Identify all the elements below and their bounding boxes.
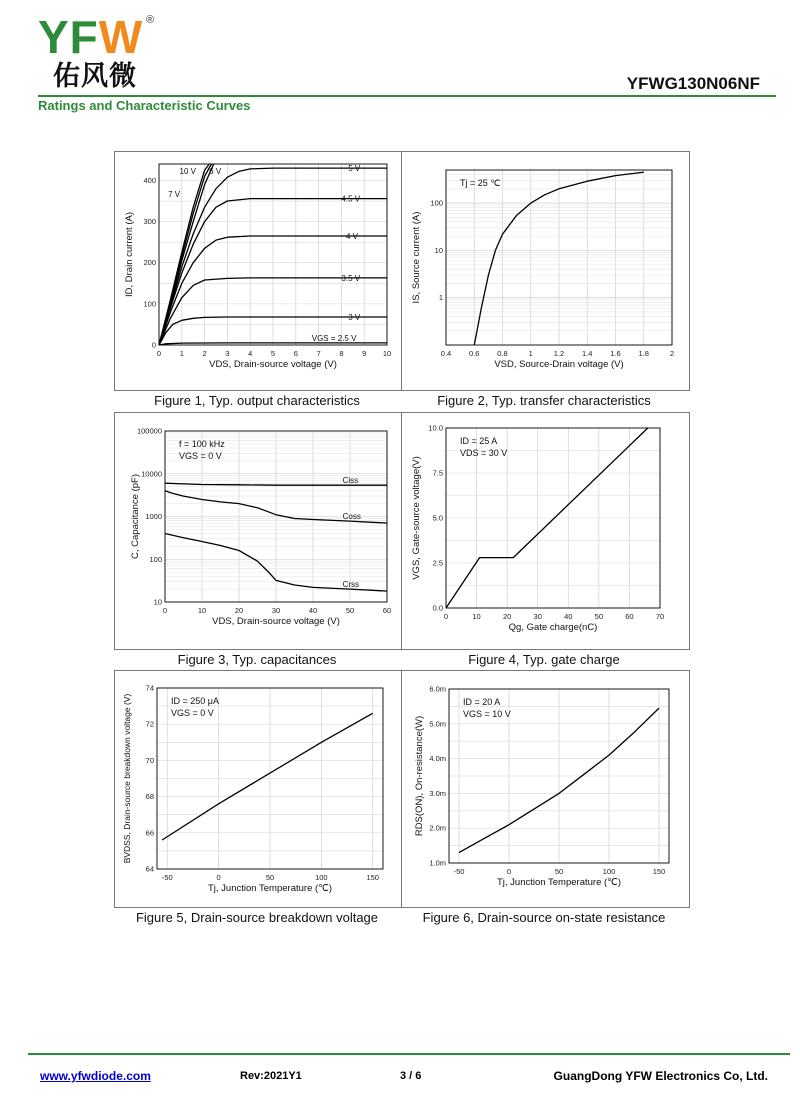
figure-6-chart	[402, 671, 689, 907]
logo-wordmark-accent: W	[98, 11, 144, 63]
figure-2-chart	[402, 152, 689, 390]
y-tick-label: 6.0m	[429, 684, 446, 694]
x-axis-label: VDS, Drain-source voltage (V)	[212, 616, 340, 627]
figure-1-caption: Figure 1, Typ. output characteristics	[154, 393, 360, 408]
section-title: Ratings and Characteristic Curves	[38, 98, 251, 113]
part-number: YFWG130N06NF	[626, 74, 760, 93]
registered-mark: ®	[146, 14, 155, 26]
y-tick-label: 100	[149, 554, 162, 564]
x-tick-label: 0	[506, 867, 512, 876]
y-tick-label: 74	[145, 683, 154, 693]
x-tick-label: 150	[652, 867, 666, 876]
x-tick-label: 100	[602, 867, 616, 876]
x-axis-label: Tj, Junction Temperature (℃)	[496, 877, 622, 888]
x-tick-label: 1	[528, 349, 533, 358]
y-tick-label: 5.0m	[429, 719, 446, 729]
curve-label: VGS = 2.5 V	[311, 334, 357, 344]
curve-label: 4 V	[345, 231, 358, 241]
y-tick-label: 4.0m	[429, 754, 446, 764]
y-tick-label: 68	[145, 792, 154, 802]
y-axis-label: ID, Drain current (A)	[124, 212, 135, 297]
y-tick-label: 10000	[141, 469, 162, 479]
x-tick-label: 1.6	[610, 349, 621, 358]
y-tick-label: 66	[145, 828, 154, 838]
x-tick-label: 1	[179, 349, 184, 358]
figure-3-chart	[115, 413, 401, 649]
x-axis-label: Tj, Junction Temperature (℃)	[207, 883, 333, 894]
figure-1-panel	[114, 151, 402, 391]
x-tick-label: -50	[453, 867, 465, 876]
logo-chinese-name: 佑风微	[53, 61, 137, 92]
y-tick-label: 10	[153, 597, 162, 607]
x-tick-label: 6	[293, 349, 298, 358]
company-name: GuangDong YFW Electronics Co, Ltd.	[553, 1069, 768, 1083]
figure-3-panel	[114, 412, 402, 650]
chart-annotation: VGS = 0 V	[171, 708, 214, 718]
y-axis-label: IS, Source current (A)	[411, 211, 422, 304]
x-axis-label: VDS, Drain-source voltage (V)	[209, 359, 337, 370]
x-tick-label: 7	[316, 349, 321, 358]
x-tick-label: 70	[655, 612, 665, 621]
x-tick-label: 3	[225, 349, 230, 358]
curve-label: 3 V	[348, 313, 361, 323]
series-label: Crss	[342, 580, 360, 590]
y-tick-label: 200	[143, 258, 156, 268]
y-tick-label: 2.0m	[429, 823, 446, 833]
y-tick-label: 5.0	[432, 513, 443, 523]
y-tick-label: 64	[145, 864, 154, 874]
y-axis-label: BVDSS, Drain-source breakdown voltage (V)	[122, 693, 132, 864]
x-tick-label: 0	[443, 612, 449, 621]
y-axis-label: C, Capacitance (pF)	[130, 473, 141, 560]
figure-4-chart	[402, 413, 689, 649]
x-tick-label: 2	[202, 349, 207, 358]
y-tick-label: 300	[143, 217, 156, 227]
x-tick-label: 5	[270, 349, 276, 358]
footer-divider	[28, 1053, 790, 1055]
x-tick-label: 1.2	[553, 349, 565, 358]
y-tick-label: 72	[145, 719, 154, 729]
series-line-1	[162, 713, 373, 840]
y-tick-label: 10.0	[428, 423, 443, 433]
series-label: Coss	[342, 512, 361, 522]
chart-annotation: f = 100 kHz	[179, 439, 225, 449]
x-tick-label: 0	[216, 873, 221, 882]
x-tick-label: 100	[315, 873, 328, 882]
x-axis-label: Qg, Gate charge(nC)	[508, 622, 598, 633]
x-tick-label: 150	[366, 873, 379, 882]
x-tick-label: 10	[197, 606, 207, 615]
page-number: 3 / 6	[400, 1070, 422, 1082]
curve-label: 4.5 V	[341, 194, 361, 204]
chart-annotation: ID = 250 μA	[171, 696, 219, 706]
figure-6-caption: Figure 6, Drain-source on-state resistance	[422, 910, 666, 925]
y-tick-label: 10	[434, 245, 443, 255]
chart-annotation: ID = 25 A	[460, 436, 498, 446]
figure-2-caption: Figure 2, Typ. transfer characteristics	[437, 393, 651, 408]
curve-label: 6 V	[209, 166, 222, 176]
y-tick-label: 1	[438, 293, 443, 303]
header-divider	[38, 95, 776, 97]
y-tick-label: 7.5	[432, 468, 443, 478]
x-tick-label: 10	[472, 612, 481, 621]
y-tick-label: 2.5	[432, 558, 443, 568]
x-tick-label: 0.6	[469, 349, 480, 358]
x-tick-label: 4	[248, 349, 253, 358]
x-tick-label: 50	[554, 867, 564, 876]
x-tick-label: 30	[533, 612, 542, 621]
figure-4-caption: Figure 4, Typ. gate charge	[468, 652, 620, 667]
x-tick-label: 0.4	[440, 349, 452, 358]
chart-annotation: ID = 20 A	[463, 697, 501, 707]
figure-5-chart	[115, 671, 401, 907]
chart-annotation: VGS = 10 V	[463, 709, 511, 719]
chart-annotation: Tj = 25 ℃	[460, 178, 501, 188]
figure-3-caption: Figure 3, Typ. capacitances	[177, 652, 337, 667]
x-tick-label: 50	[345, 606, 355, 615]
figure-4-panel	[401, 412, 690, 650]
y-tick-label: 400	[143, 175, 156, 185]
x-tick-label: 9	[362, 349, 367, 358]
y-tick-label: 1.0m	[429, 858, 446, 868]
x-tick-label: 10	[382, 349, 392, 358]
y-axis-label: RDS(ON), On-resistance(W)	[414, 715, 425, 837]
revision-label: Rev:2021Y1	[240, 1070, 302, 1082]
curve-label: 5 V	[348, 164, 361, 174]
x-tick-label: 0	[162, 606, 168, 615]
x-tick-label: 60	[625, 612, 634, 621]
y-tick-label: 3.0m	[429, 788, 446, 798]
x-tick-label: 50	[265, 873, 275, 882]
chart-annotation: VGS = 0 V	[179, 451, 222, 461]
website-link[interactable]: www.yfwdiode.com	[40, 1069, 151, 1083]
x-tick-label: 1.8	[638, 349, 649, 358]
figure-5-panel	[114, 670, 402, 908]
y-tick-label: 100	[430, 198, 443, 208]
x-tick-label: 30	[271, 606, 281, 615]
x-tick-label: 20	[234, 606, 244, 615]
y-tick-label: 1000	[145, 512, 162, 521]
x-tick-label: 50	[594, 612, 604, 621]
x-tick-label: 0	[156, 349, 162, 358]
x-tick-label: 8	[339, 349, 344, 358]
y-tick-label: 100000	[136, 426, 162, 436]
y-tick-label: 0.0	[432, 603, 443, 613]
figure-1-chart	[115, 152, 401, 390]
x-tick-label: 0.8	[497, 349, 508, 358]
chart-annotation: VDS = 30 V	[460, 448, 508, 458]
figure-2-panel	[401, 151, 690, 391]
y-tick-label: 70	[145, 755, 154, 765]
figure-6-panel	[401, 670, 690, 908]
logo-wordmark: YFW	[38, 11, 144, 63]
x-tick-label: 20	[502, 612, 512, 621]
series-label: Ciss	[342, 476, 359, 486]
y-tick-label: 100	[143, 299, 156, 309]
x-tick-label: 2	[669, 349, 675, 358]
curve-label: 7 V	[168, 190, 181, 200]
x-tick-label: 1.4	[582, 349, 593, 358]
x-tick-label: -50	[161, 873, 173, 882]
brand-logo	[38, 11, 168, 94]
curve-label: 3.5 V	[341, 273, 361, 283]
x-axis-label: VSD, Source-Drain voltage (V)	[494, 359, 624, 370]
x-tick-label: 40	[564, 612, 573, 621]
curve-label: 10 V	[179, 166, 196, 176]
y-axis-label: VGS, Gate-source voltage(V)	[411, 456, 422, 580]
figure-5-caption: Figure 5, Drain-source breakdown voltage	[135, 910, 379, 925]
x-tick-label: 40	[308, 606, 318, 615]
y-tick-label: 0	[151, 340, 156, 350]
x-tick-label: 60	[382, 606, 392, 615]
